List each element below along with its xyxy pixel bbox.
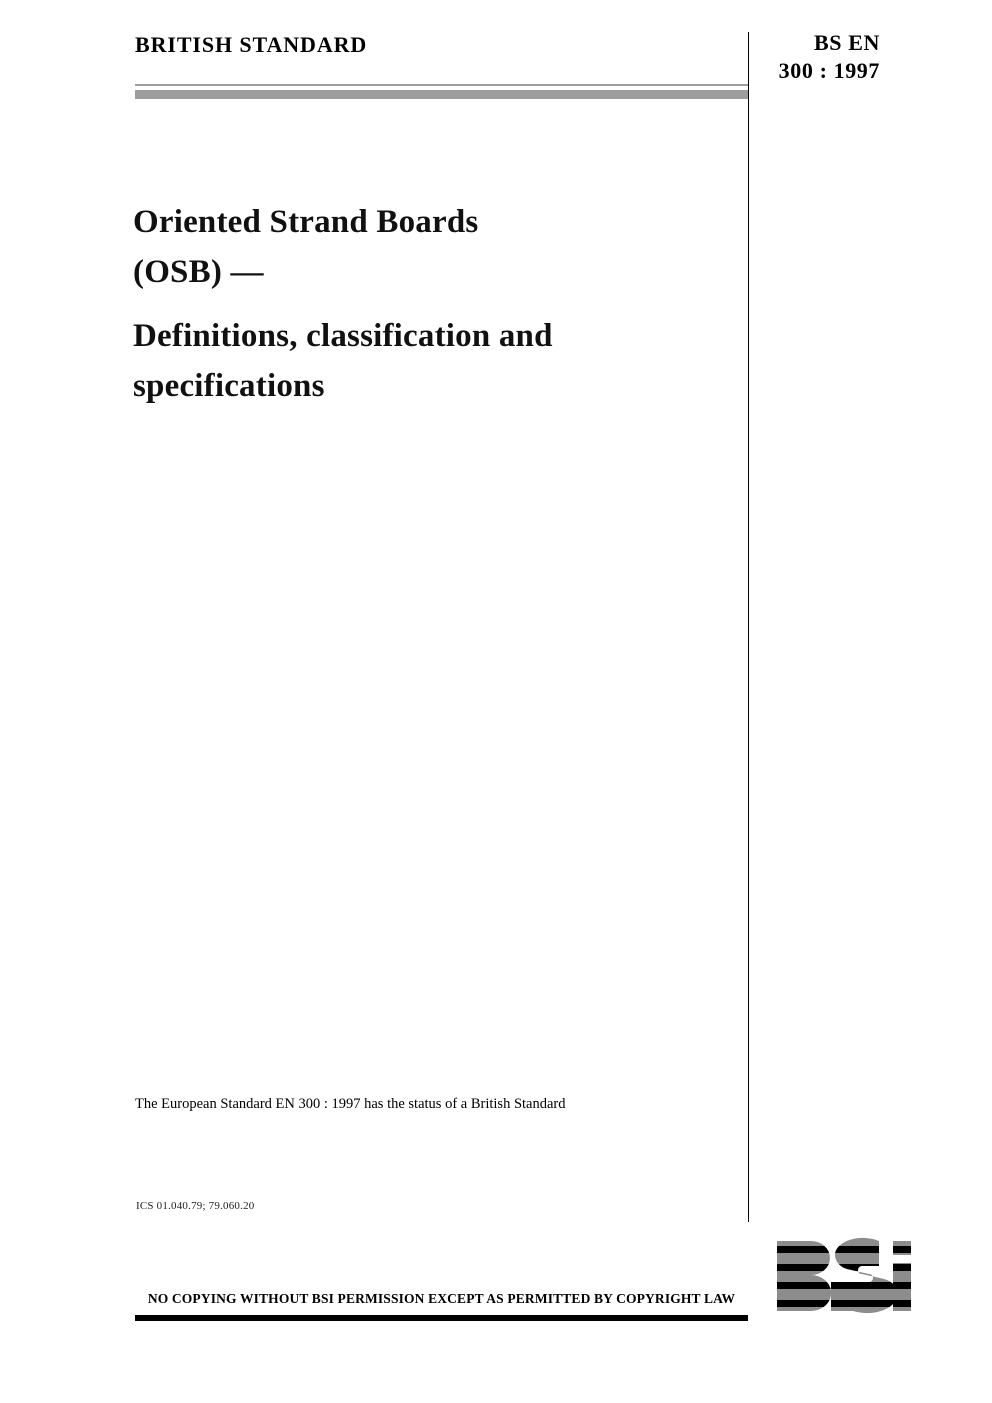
- document-number: [779, 29, 880, 85]
- document-number-line2: 300 : 1997: [778, 58, 880, 84]
- page-header: [135, 32, 880, 84]
- vertical-divider: [748, 32, 749, 1222]
- header-rule-thin: [135, 84, 748, 86]
- title-line-3: Definitions, classification and: [133, 318, 553, 354]
- title-line-2: (OSB) —: [133, 253, 264, 290]
- british-standard-label: BRITISH STANDARD: [135, 32, 368, 57]
- bsi-logo: [775, 1237, 939, 1315]
- title-line-1: Oriented Strand Boards: [133, 204, 479, 240]
- footer-rule: [135, 1315, 748, 1321]
- copyright-notice: NO COPYING WITHOUT BSI PERMISSION EXCEPT AS PERMITTED BY COPYRIGHT LAW: [147, 1291, 736, 1306]
- status-note: The European Standard EN 300 : 1997 has the status of a British Standard: [135, 1096, 566, 1112]
- header-rule: [135, 88, 748, 101]
- document-number-line1: BS EN: [814, 30, 880, 55]
- ics-codes: ICS 01.040.79; 79.060.20: [136, 1200, 255, 1212]
- title-line-4: specifications: [133, 367, 325, 404]
- page-title: [133, 198, 733, 411]
